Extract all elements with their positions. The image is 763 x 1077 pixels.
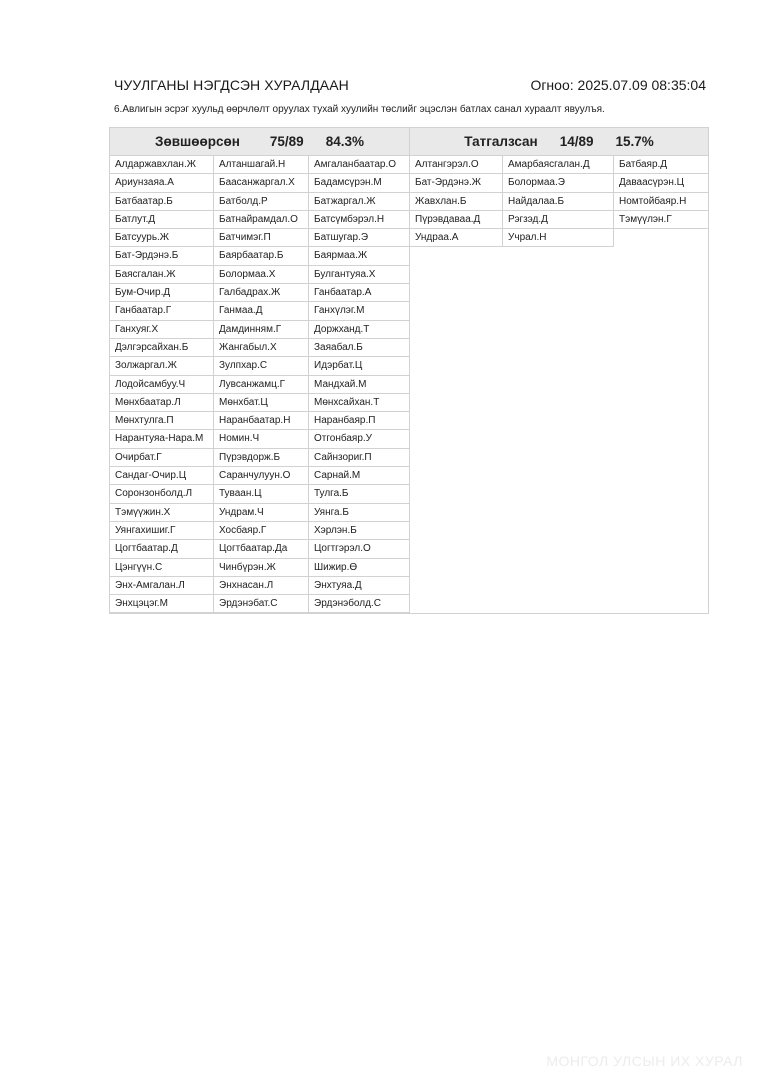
approved-member-name: Хосбаяр.Г [214, 522, 309, 540]
approved-member-name: Ганбаатар.Г [110, 302, 214, 320]
approved-member-name: Тэмүүжин.Х [110, 504, 214, 522]
approved-member-name: Саранчулуун.О [214, 467, 309, 485]
approved-count: 75/89 [269, 134, 304, 149]
rejected-member-name: Жавхлан.Б [410, 193, 503, 211]
approved-member-name: Болормаа.Х [214, 266, 309, 284]
approved-member-name: Мандхай.М [309, 376, 409, 394]
rejected-header [410, 128, 708, 156]
rejected-member-name: Бат-Эрдэнэ.Ж [410, 174, 503, 192]
approved-member-name: Заяабал.Б [309, 339, 409, 357]
approved-member-name: Энхцэцэг.М [110, 595, 214, 613]
approved-member-name: Жангабыл.Х [214, 339, 309, 357]
date-value: 2025.07.09 08:35:04 [577, 77, 706, 93]
approved-member-name: Амгаланбаатар.О [309, 156, 409, 174]
approved-member-name: Мөнхбаатар.Л [110, 394, 214, 412]
approved-member-name: Батсуурь.Ж [110, 229, 214, 247]
approved-member-name: Цэнгүүн.С [110, 559, 214, 577]
approved-member-name: Золжаргал.Ж [110, 357, 214, 375]
rejected-member-name: Рэгзэд.Д [503, 211, 614, 229]
rejected-label: Татгалзсан [464, 134, 538, 149]
approved-member-name: Соронзонболд.Л [110, 485, 214, 503]
approved-member-name: Уянгахишиг.Г [110, 522, 214, 540]
rejected-member-name: Батбаяр.Д [614, 156, 708, 174]
approved-member-name: Батнайрамдал.О [214, 211, 309, 229]
approved-member-name: Батболд.Р [214, 193, 309, 211]
approved-member-name: Ганбаатар.А [309, 284, 409, 302]
approved-member-name: Батжаргал.Ж [309, 193, 409, 211]
approved-names-grid [110, 156, 409, 613]
date-label: Огноо: [530, 77, 574, 93]
rejected-member-name: Номтойбаяр.Н [614, 193, 708, 211]
approved-member-name: Шижир.Ө [309, 559, 409, 577]
approved-member-name: Лодойсамбуу.Ч [110, 376, 214, 394]
approved-member-name: Батсүмбэрэл.Н [309, 211, 409, 229]
approved-member-name: Бат-Эрдэнэ.Б [110, 247, 214, 265]
approved-member-name: Батлут.Д [110, 211, 214, 229]
approved-member-name: Батбаатар.Б [110, 193, 214, 211]
watermark: МОНГОЛ УЛСЫН ИХ ХУРАЛ [546, 1053, 743, 1069]
approved-label: Зөвшөөрсөн [155, 134, 240, 149]
approved-member-name: Зулпхар.С [214, 357, 309, 375]
rejected-member-name: Амарбаясгалан.Д [503, 156, 614, 174]
approved-member-name: Туваан.Ц [214, 485, 309, 503]
rejected-member-name: Алтангэрэл.О [410, 156, 503, 174]
approved-member-name: Цогтбаатар.Да [214, 540, 309, 558]
approved-member-name: Мөнхтулга.П [110, 412, 214, 430]
rejected-member-name: Учрал.Н [503, 229, 614, 247]
rejected-member-name: Пүрэвдаваа.Д [410, 211, 503, 229]
approved-member-name: Нарантуяа-Нара.М [110, 430, 214, 448]
approved-member-name: Идэрбат.Ц [309, 357, 409, 375]
vote-subject: 6.Авлигын эсрэг хуульд өөрчлөлт оруулах тухай хуулийн төслийг эцэслэн батлах санал хураалт явуулъя. [114, 104, 605, 115]
rejected-count: 14/89 [559, 134, 594, 149]
approved-member-name: Сайнзориг.П [309, 449, 409, 467]
approved-member-name: Лувсанжамц.Г [214, 376, 309, 394]
approved-member-name: Цогтгэрэл.О [309, 540, 409, 558]
approved-member-name: Пүрэвдорж.Б [214, 449, 309, 467]
approved-member-name: Чинбүрэн.Ж [214, 559, 309, 577]
approved-member-name: Эрдэнэболд.С [309, 595, 409, 613]
approved-member-name: Хэрлэн.Б [309, 522, 409, 540]
page-header [114, 77, 706, 97]
approved-header [110, 128, 409, 156]
approved-member-name: Мөнхбат.Ц [214, 394, 309, 412]
approved-member-name: Энхнасан.Л [214, 577, 309, 595]
approved-member-name: Алдаржавхлан.Ж [110, 156, 214, 174]
approved-member-name: Сандаг-Очир.Ц [110, 467, 214, 485]
approved-member-name: Ганхуяг.Х [110, 321, 214, 339]
approved-member-name: Наранбаатар.Н [214, 412, 309, 430]
rejected-names-grid [410, 156, 708, 247]
approved-member-name: Энхтуяа.Д [309, 577, 409, 595]
approved-member-name: Баярмаа.Ж [309, 247, 409, 265]
approved-member-name: Наранбаяр.П [309, 412, 409, 430]
rejected-member-name: Ундраа.А [410, 229, 503, 247]
approved-member-name: Бум-Очир.Д [110, 284, 214, 302]
rejected-panel [409, 127, 709, 614]
approved-member-name: Тулга.Б [309, 485, 409, 503]
approved-member-name: Галбадрах.Ж [214, 284, 309, 302]
approved-member-name: Ганхүлэг.М [309, 302, 409, 320]
approved-member-name: Батчимэг.П [214, 229, 309, 247]
approved-member-name: Баясгалан.Ж [110, 266, 214, 284]
approved-member-name: Ганмаа.Д [214, 302, 309, 320]
vote-datetime [530, 77, 706, 93]
approved-member-name: Бадамсүрэн.М [309, 174, 409, 192]
approved-member-name: Баасанжаргал.Х [214, 174, 309, 192]
approved-member-name: Очирбат.Г [110, 449, 214, 467]
approved-panel [109, 127, 410, 614]
approved-member-name: Доржханд.Т [309, 321, 409, 339]
rejected-member-name: Даваасүрэн.Ц [614, 174, 708, 192]
approved-member-name: Энх-Амгалан.Л [110, 577, 214, 595]
approved-member-name: Дамдинням.Г [214, 321, 309, 339]
approved-member-name: Ариунзаяа.А [110, 174, 214, 192]
approved-member-name: Сарнай.М [309, 467, 409, 485]
rejected-member-name: Найдалаа.Б [503, 193, 614, 211]
approved-member-name: Эрдэнэбат.С [214, 595, 309, 613]
approved-member-name: Батшугар.Э [309, 229, 409, 247]
document-title: ЧУУЛГАНЫ НЭГДСЭН ХУРАЛДААН [114, 77, 349, 93]
approved-member-name: Булгантуяа.Х [309, 266, 409, 284]
approved-member-name: Мөнхсайхан.Т [309, 394, 409, 412]
rejected-member-name: Тэмүүлэн.Г [614, 211, 708, 229]
approved-member-name: Баярбаатар.Б [214, 247, 309, 265]
rejected-percent: 15.7% [615, 134, 654, 149]
approved-member-name: Цогтбаатар.Д [110, 540, 214, 558]
approved-percent: 84.3% [325, 134, 364, 149]
approved-member-name: Дэлгэрсайхан.Б [110, 339, 214, 357]
approved-member-name: Ундрам.Ч [214, 504, 309, 522]
approved-member-name: Отгонбаяр.У [309, 430, 409, 448]
approved-member-name: Номин.Ч [214, 430, 309, 448]
rejected-member-name: Болормаа.Э [503, 174, 614, 192]
approved-member-name: Алтаншагай.Н [214, 156, 309, 174]
approved-member-name: Уянга.Б [309, 504, 409, 522]
